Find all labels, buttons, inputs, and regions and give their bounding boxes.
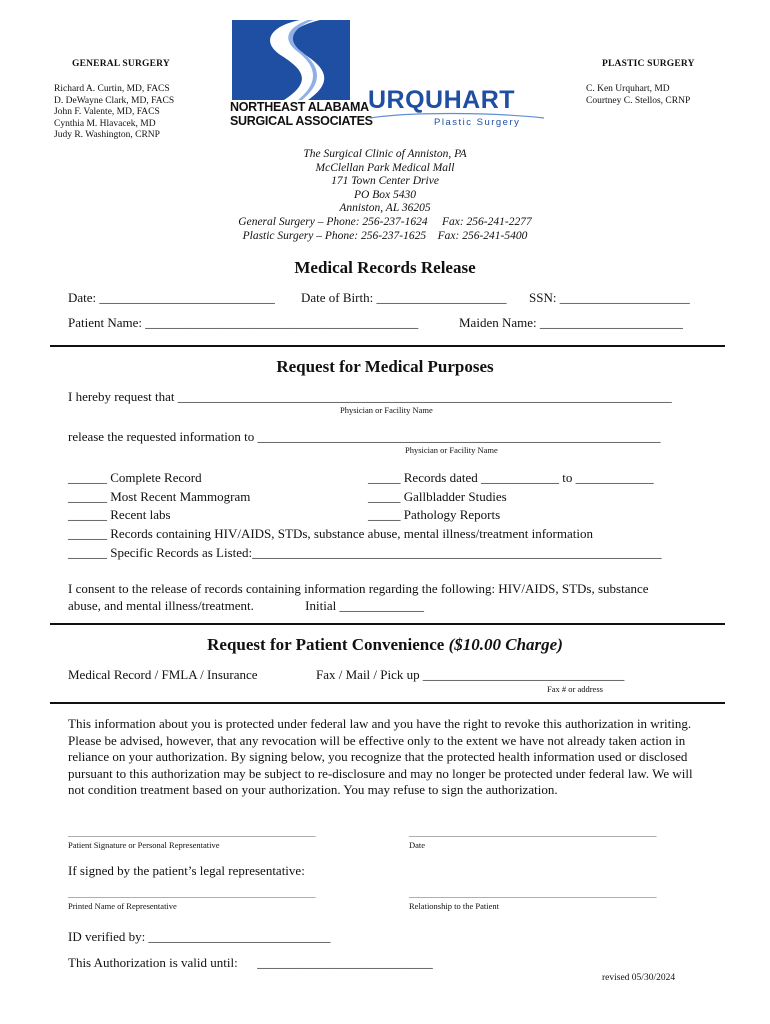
general-surgeon-list xyxy=(54,84,174,142)
section-divider xyxy=(50,702,725,704)
record-options-full xyxy=(68,525,662,562)
dob-field[interactable]: Date of Birth: ____________________ xyxy=(301,290,507,305)
relationship-caption: Relationship to the Patient xyxy=(409,901,499,911)
plastic-surgeon-list xyxy=(586,84,690,107)
clinic-line: 171 Town Center Drive xyxy=(331,175,439,188)
id-verified-field[interactable]: ID verified by: ____________________________ xyxy=(68,929,331,944)
consent-line-end: abuse, and mental illness/treatment. xyxy=(68,597,254,613)
clinic-line: Anniston, AL 36205 xyxy=(339,202,431,215)
option-gallbladder-studies[interactable]: _____ Gallbladder Studies xyxy=(368,488,507,504)
valid-until-field[interactable]: This Authorization is valid until: ___________________________ xyxy=(68,955,433,970)
convenience-title-text: Request for Patient Convenience xyxy=(207,635,449,654)
clinic-address xyxy=(185,148,585,243)
ssn-field[interactable]: SSN: ____________________ xyxy=(529,290,690,305)
option-complete-record[interactable]: ______ Complete Record xyxy=(68,470,202,485)
delivery-method-options[interactable]: Fax / Mail / Pick up _______________________________ xyxy=(316,667,625,682)
date-signature-line[interactable]: _____________________________________________ xyxy=(409,826,657,838)
patient-signature-line[interactable]: _____________________________________________ xyxy=(68,826,316,838)
logo-swoosh-icon xyxy=(230,20,352,100)
convenience-charge: ($10.00 Charge) xyxy=(448,635,563,654)
nasa-logo-line1: NORTHEAST ALABAMA xyxy=(230,100,369,114)
option-records-dated[interactable]: _____ Records dated ____________ to ____________ xyxy=(368,470,654,485)
patient-name-field[interactable]: Patient Name: __________________________________________ xyxy=(68,315,419,330)
fax-address-caption: Fax # or address xyxy=(547,684,603,694)
surgeon-name: D. DeWayne Clark, MD, FACS xyxy=(54,95,175,106)
consent-line xyxy=(68,598,649,615)
surgeon-name: C. Ken Urquhart, MD xyxy=(586,84,670,94)
option-recent-mammogram[interactable]: ______ Most Recent Mammogram xyxy=(68,488,251,504)
patient-signature-caption: Patient Signature or Personal Representative xyxy=(68,840,220,850)
revision-date: revised 05/30/2024 xyxy=(602,973,676,983)
record-options-right xyxy=(368,469,654,525)
request-from-caption: Physician or Facility Name xyxy=(340,405,433,415)
legal-representative-heading: If signed by the patient’s legal representative: xyxy=(68,863,305,878)
surgeon-name: Courtney C. Stellos, CRNP xyxy=(586,95,691,106)
date-field[interactable]: Date: ___________________________ xyxy=(68,290,275,305)
clinic-line: McClellan Park Medical Mall xyxy=(315,161,455,174)
clinic-line: General Surgery – Phone: 256-237-1624 Fax: 256-241-2277 xyxy=(238,215,532,228)
clinic-line: Plastic Surgery – Phone: 256-237-1625 Fax: 256-241-5400 xyxy=(242,229,528,242)
initial-field[interactable]: Initial _____________ xyxy=(305,597,424,613)
medical-purposes-title: Request for Medical Purposes xyxy=(276,357,494,376)
printed-name-line[interactable]: _____________________________________________ xyxy=(68,887,316,899)
consent-line: I consent to the release of records containing information regarding the following: HIV/AIDS, STDs, substance xyxy=(68,581,649,596)
surgeon-name: Judy R. Washington, CRNP xyxy=(54,130,160,141)
patient-convenience-title xyxy=(0,635,770,655)
form-title: Medical Records Release xyxy=(294,258,476,277)
surgeon-name: Cynthia M. Hlavacek, MD xyxy=(54,118,156,129)
request-type-options[interactable]: Medical Record / FMLA / Insurance xyxy=(68,667,258,682)
urquhart-logo-subtitle: Plastic Surgery xyxy=(434,117,521,128)
consent-text xyxy=(68,581,649,614)
northeast-alabama-logo xyxy=(230,20,373,128)
authorization-notice: This information about you is protected under federal law and you have the right to revoke this authorization in writing. Please be advised, however, that any revocation will be effective only to the extent we have not already taken action in reliance on your authorization. By signing below, you recognize that the protected health information used or disclosed pursuant to this authorization may be subject to re-disclosure and may no longer be protected under federal law. We will not condition treatment based on your authorization. You may refuse to sign the authorization. xyxy=(68,716,693,797)
option-recent-labs[interactable]: ______ Recent labs xyxy=(68,507,171,522)
request-from-field[interactable]: I hereby request that ____________________________________________________________________________ xyxy=(68,389,672,404)
printed-name-caption: Printed Name of Representative xyxy=(68,901,177,911)
clinic-line: PO Box 5430 xyxy=(354,188,416,201)
release-to-field[interactable]: release the requested information to ______________________________________________________________ xyxy=(68,429,661,444)
nasa-logo-text xyxy=(230,100,373,128)
option-pathology-reports[interactable]: _____ Pathology Reports xyxy=(368,507,501,522)
surgeon-name: John F. Valente, MD, FACS xyxy=(54,107,160,118)
section-divider xyxy=(50,623,725,625)
plastic-surgery-heading: PLASTIC SURGERY xyxy=(602,59,695,69)
surgeon-name: Richard A. Curtin, MD, FACS xyxy=(54,84,170,94)
release-to-caption: Physician or Facility Name xyxy=(405,445,498,455)
section-divider xyxy=(50,345,725,347)
urquhart-logo xyxy=(368,86,548,130)
date-caption: Date xyxy=(409,840,426,850)
option-specific-records[interactable]: ______ Specific Records as Listed:_______________________________________________________________ xyxy=(68,544,662,560)
option-sensitive-records[interactable]: ______ Records containing HIV/AIDS, STDs, substance abuse, mental illness/treatment information xyxy=(68,526,593,541)
nasa-logo-line2: SURGICAL ASSOCIATES xyxy=(230,114,373,128)
record-options-left xyxy=(68,469,250,525)
relationship-line[interactable]: _____________________________________________ xyxy=(409,887,657,899)
general-surgery-heading: GENERAL SURGERY xyxy=(72,59,170,69)
maiden-name-field[interactable]: Maiden Name: ______________________ xyxy=(459,315,683,330)
urquhart-logo-text: URQUHART xyxy=(368,86,516,114)
clinic-line: The Surgical Clinic of Anniston, PA xyxy=(303,148,467,160)
